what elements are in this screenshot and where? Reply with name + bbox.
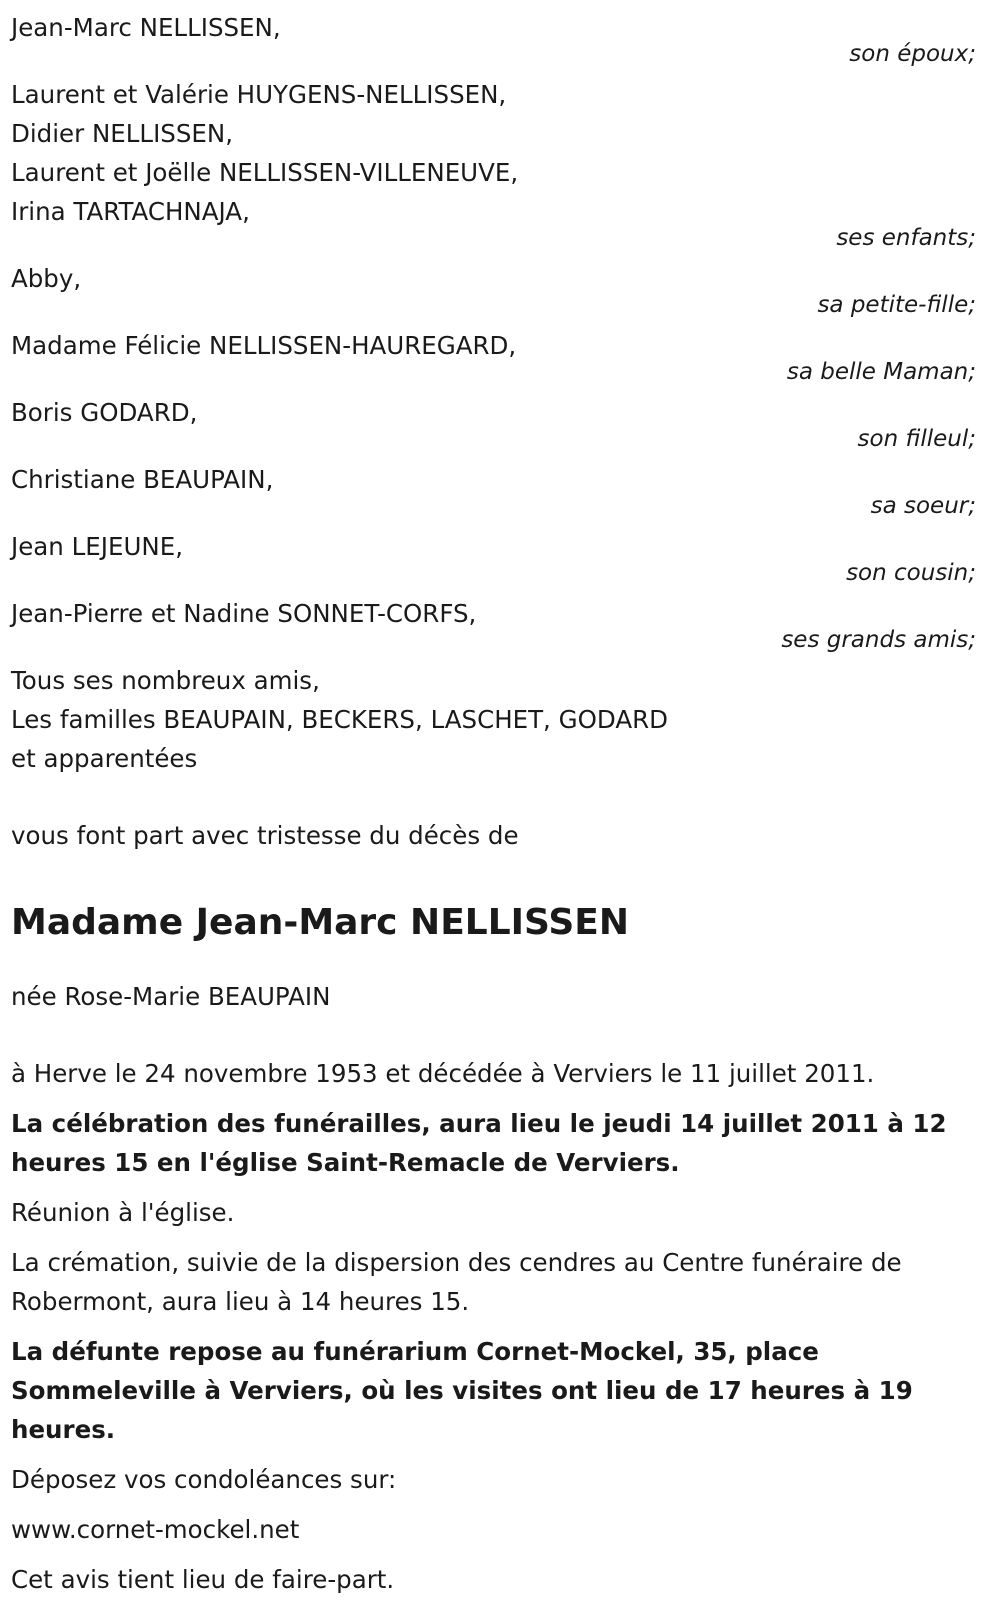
funeral-info-line: heures 15 en l'église Saint-Remacle de Verviers. bbox=[11, 1148, 680, 1177]
cremation-info bbox=[11, 1243, 976, 1321]
family-member-name: Abby, bbox=[11, 264, 82, 293]
relation-label: son cousin; bbox=[846, 560, 976, 586]
other-relatives-line: et apparentées bbox=[11, 744, 198, 773]
reunion-text: Réunion à l'église. bbox=[11, 1198, 235, 1227]
family-group-friends bbox=[11, 594, 976, 651]
relation-label: son époux; bbox=[849, 41, 976, 67]
family-group-children bbox=[11, 75, 976, 249]
relation-label: sa belle Maman; bbox=[786, 359, 976, 385]
family-group-cousin bbox=[11, 527, 976, 584]
condolences-text: Déposez vos condoléances sur: bbox=[11, 1465, 397, 1494]
relation-label: son filleul; bbox=[857, 426, 976, 452]
family-member-name: Jean-Marc NELLISSEN, bbox=[11, 13, 281, 42]
repose-info bbox=[11, 1332, 976, 1449]
obituary-notice bbox=[11, 8, 976, 1610]
closing-text: Cet avis tient lieu de faire-part. bbox=[11, 1565, 395, 1594]
dates-text: à Herve le 24 novembre 1953 et décédée à Verviers le 11 juillet 2011. bbox=[11, 1059, 875, 1088]
family-group-sister bbox=[11, 460, 976, 517]
family-member-name: Christiane BEAUPAIN, bbox=[11, 465, 274, 494]
family-member-name: Jean LEJEUNE, bbox=[11, 532, 183, 561]
family-group-mother-in-law bbox=[11, 326, 976, 383]
repose-info-line: heures. bbox=[11, 1415, 116, 1444]
relation-label: sa soeur; bbox=[870, 493, 976, 519]
cremation-info-line: Robermont, aura lieu à 14 heures 15. bbox=[11, 1287, 470, 1316]
birth-name: née Rose-Marie BEAUPAIN bbox=[11, 982, 331, 1011]
family-member-name: Madame Félicie NELLISSEN-HAUREGARD, bbox=[11, 331, 517, 360]
relation-label: ses enfants; bbox=[836, 225, 976, 251]
family-member-name: Didier NELLISSEN, bbox=[11, 119, 233, 148]
cremation-info-line: La crémation, suivie de la dispersion des cendres au Centre funéraire de bbox=[11, 1248, 902, 1277]
funeral-info bbox=[11, 1104, 976, 1182]
family-group-granddaughter bbox=[11, 259, 976, 316]
other-relatives-line: Les familles BEAUPAIN, BECKERS, LASCHET, GODARD bbox=[11, 705, 668, 734]
family-member-name: Jean-Pierre et Nadine SONNET-CORFS, bbox=[11, 599, 477, 628]
other-relatives bbox=[11, 661, 976, 778]
relation-label: ses grands amis; bbox=[781, 627, 976, 653]
other-relatives-line: Tous ses nombreux amis, bbox=[11, 666, 320, 695]
announcement-text: vous font part avec tristesse du décès de bbox=[11, 821, 519, 850]
repose-info-line: La défunte repose au funérarium Cornet-Mockel, 35, place bbox=[11, 1337, 819, 1366]
relation-label: sa petite-fille; bbox=[817, 292, 976, 318]
family-member-name: Irina TARTACHNAJA, bbox=[11, 197, 250, 226]
family-group-spouse bbox=[11, 8, 976, 65]
website-link[interactable]: www.cornet-mockel.net bbox=[11, 1515, 300, 1544]
family-member-name: Laurent et Valérie HUYGENS-NELLISSEN, bbox=[11, 80, 507, 109]
funeral-info-line: La célébration des funérailles, aura lieu le jeudi 14 juillet 2011 à 12 bbox=[11, 1109, 947, 1138]
deceased-name: Madame Jean-Marc NELLISSEN bbox=[11, 902, 630, 943]
family-member-name: Laurent et Joëlle NELLISSEN-VILLENEUVE, bbox=[11, 158, 519, 187]
family-member-name: Boris GODARD, bbox=[11, 398, 198, 427]
repose-info-line: Sommeleville à Verviers, où les visites ont lieu de 17 heures à 19 bbox=[11, 1376, 913, 1405]
family-group-godson bbox=[11, 393, 976, 450]
